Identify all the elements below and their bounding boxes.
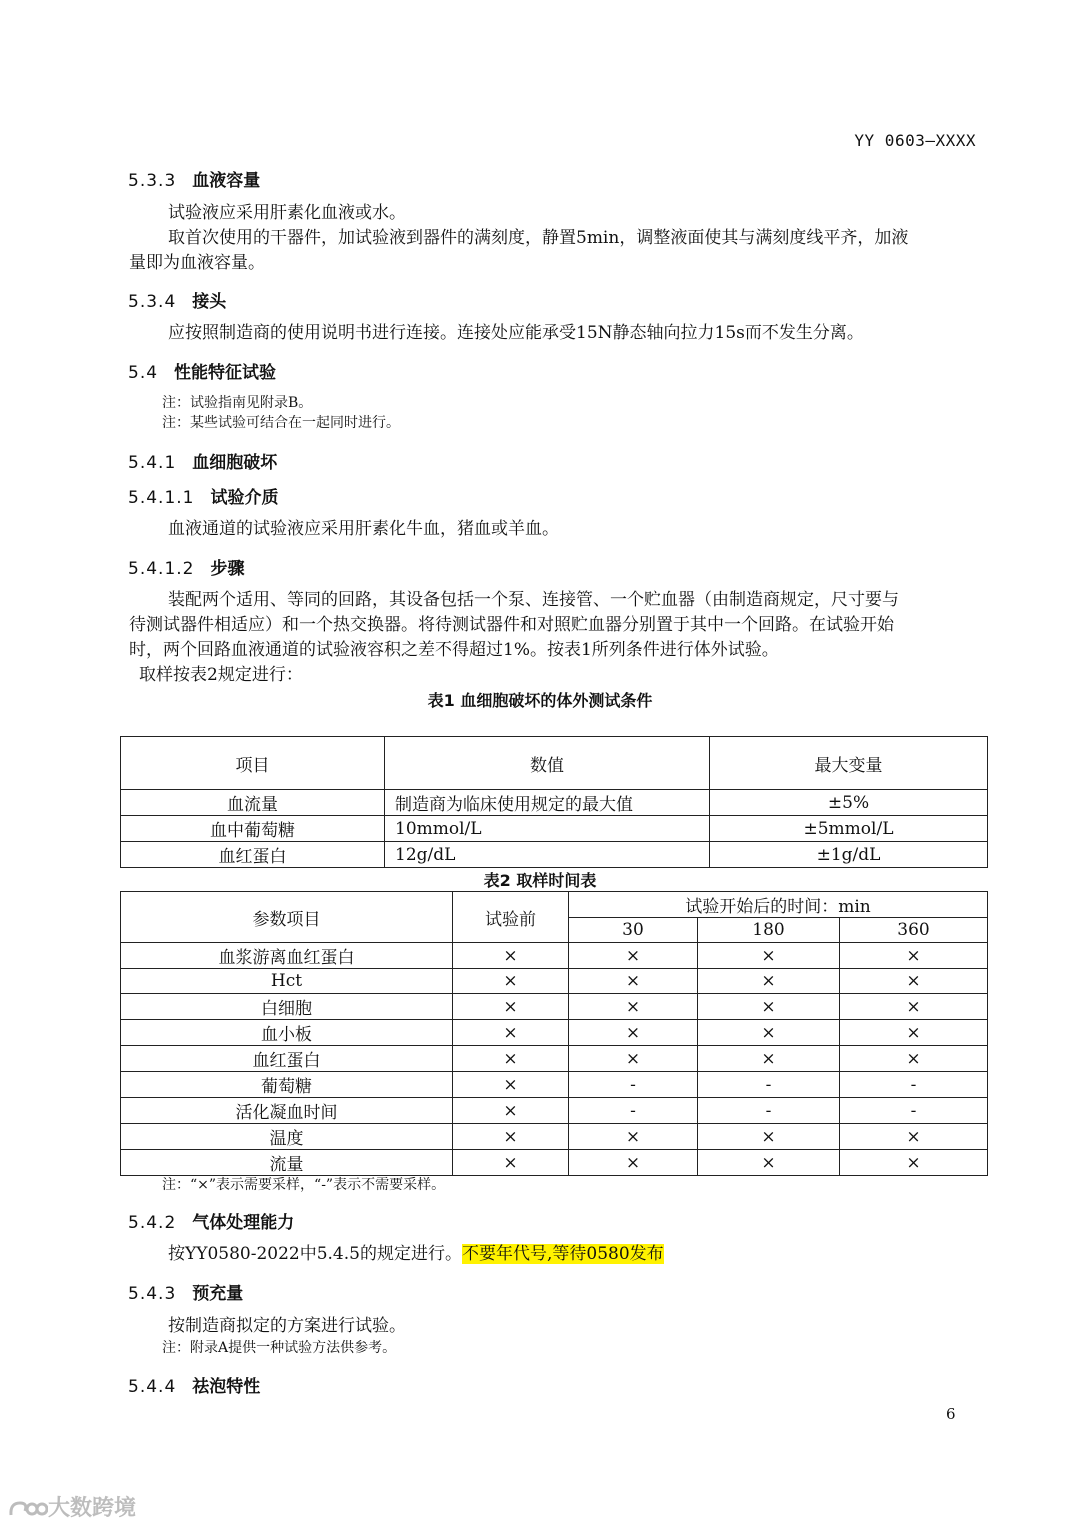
section-number: 5.3.4 bbox=[128, 292, 177, 312]
section-number: 5.4.3 bbox=[128, 1284, 177, 1304]
note: 注：试验指南见附录B。 bbox=[162, 395, 313, 411]
table-row bbox=[121, 969, 988, 994]
heading-5-4-2 bbox=[128, 1208, 294, 1233]
table-cell: × bbox=[453, 1098, 569, 1124]
section-number: 5.4.2 bbox=[128, 1213, 177, 1233]
table-header-row bbox=[121, 737, 988, 790]
table-cell: × bbox=[840, 1020, 988, 1046]
watermark bbox=[8, 1491, 136, 1522]
table-cell: × bbox=[698, 943, 840, 969]
table-header-cell: 项目 bbox=[121, 737, 385, 790]
table-cell: 血中葡萄糖 bbox=[121, 816, 385, 842]
table-cell: 活化凝血时间 bbox=[121, 1098, 453, 1124]
paragraph: 试验液应采用肝素化血液或水。 bbox=[168, 203, 406, 223]
heading-5-3-3 bbox=[128, 166, 260, 191]
section-title: 性能特征试验 bbox=[174, 363, 277, 383]
heading-5-3-4 bbox=[128, 287, 226, 312]
table-cell: 流量 bbox=[121, 1150, 453, 1176]
highlighted-comment: 不要年代号,等待0580发布 bbox=[461, 1244, 664, 1264]
table-row bbox=[121, 1124, 988, 1150]
table-row bbox=[121, 1072, 988, 1098]
table-cell: 血浆游离血红蛋白 bbox=[121, 943, 453, 969]
table-row bbox=[121, 842, 988, 868]
table-cell: × bbox=[569, 1020, 698, 1046]
table-header-cell: 参数项目 bbox=[121, 892, 453, 943]
table-cell: 10mmol/L bbox=[385, 816, 710, 842]
table-header-cell: 试验开始后的时间：min bbox=[569, 892, 988, 918]
table-header-cell: 180 bbox=[698, 918, 840, 943]
table-cell: - bbox=[840, 1098, 988, 1124]
section-number: 5.4.1 bbox=[128, 453, 177, 473]
table-row bbox=[121, 1150, 988, 1176]
section-number: 5.4.1.2 bbox=[128, 559, 195, 579]
table-cell: - bbox=[569, 1098, 698, 1124]
watermark-text: 大数跨境 bbox=[48, 1496, 137, 1521]
table1 bbox=[120, 736, 988, 868]
table-cell: - bbox=[840, 1072, 988, 1098]
table-header-cell: 360 bbox=[840, 918, 988, 943]
table-cell: × bbox=[453, 943, 569, 969]
paragraph: 按制造商拟定的方案进行试验。 bbox=[168, 1316, 406, 1336]
table-cell: × bbox=[698, 969, 840, 994]
table-cell: 白细胞 bbox=[121, 994, 453, 1020]
table-cell: ±5mmol/L bbox=[710, 816, 988, 842]
table-cell: × bbox=[698, 994, 840, 1020]
table-cell: - bbox=[569, 1072, 698, 1098]
table-cell: × bbox=[453, 994, 569, 1020]
section-number: 5.4.1.1 bbox=[128, 488, 195, 508]
table-cell: × bbox=[569, 994, 698, 1020]
section-title: 气体处理能力 bbox=[192, 1213, 295, 1233]
table-header-cell: 试验前 bbox=[453, 892, 569, 943]
table-cell: × bbox=[840, 1046, 988, 1072]
table-cell: × bbox=[698, 1046, 840, 1072]
section-title: 血细胞破坏 bbox=[192, 453, 278, 473]
table2-caption: 表2 取样时间表 bbox=[483, 871, 597, 890]
note: 注：某些试验可结合在一起同时进行。 bbox=[162, 415, 400, 431]
table-cell: 血小板 bbox=[121, 1020, 453, 1046]
heading-5-4 bbox=[128, 358, 276, 383]
heading-5-4-1-1 bbox=[128, 483, 278, 508]
table-cell: × bbox=[453, 1072, 569, 1098]
table-cell: 葡萄糖 bbox=[121, 1072, 453, 1098]
table-row bbox=[121, 1098, 988, 1124]
table-cell: × bbox=[569, 943, 698, 969]
section-title: 步骤 bbox=[210, 559, 245, 579]
table-cell: × bbox=[453, 1150, 569, 1176]
paragraph: 时，两个回路血液通道的试验液容积之差不得超过1%。按表1所列条件进行体外试验。 bbox=[129, 640, 779, 660]
table-cell: × bbox=[453, 1124, 569, 1150]
table-cell: × bbox=[840, 1124, 988, 1150]
paragraph: 量即为血液容量。 bbox=[129, 253, 265, 273]
table-cell: 血流量 bbox=[121, 790, 385, 816]
table-cell: × bbox=[840, 969, 988, 994]
table-row bbox=[121, 1046, 988, 1072]
table-cell: × bbox=[569, 1124, 698, 1150]
watermark-logo-icon bbox=[8, 1498, 48, 1520]
table-cell: × bbox=[698, 1020, 840, 1046]
heading-5-4-4 bbox=[128, 1372, 260, 1397]
table-cell: - bbox=[698, 1072, 840, 1098]
paragraph bbox=[168, 1242, 664, 1267]
document-code: YY 0603—XXXX bbox=[854, 131, 976, 150]
section-number: 5.3.3 bbox=[128, 171, 177, 191]
table2 bbox=[120, 891, 988, 1176]
table-row bbox=[121, 790, 988, 816]
heading-5-4-3 bbox=[128, 1279, 243, 1304]
paragraph: 取样按表2规定进行： bbox=[139, 665, 303, 685]
table-cell: × bbox=[840, 994, 988, 1020]
table-row bbox=[121, 816, 988, 842]
paragraph: 装配两个适用、等同的回路，其设备包括一个泵、连接管、一个贮血器（由制造商规定，尺寸要与 bbox=[168, 590, 899, 610]
paragraph: 应按照制造商的使用说明书进行连接。连接处应能承受15N静态轴向拉力15s而不发生分离。 bbox=[168, 323, 864, 343]
page-number: 6 bbox=[946, 1405, 956, 1423]
table-cell: ±5% bbox=[710, 790, 988, 816]
section-title: 接头 bbox=[192, 292, 227, 312]
table-cell: 血红蛋白 bbox=[121, 1046, 453, 1072]
section-number: 5.4 bbox=[128, 363, 159, 383]
table-cell: × bbox=[698, 1150, 840, 1176]
paragraph: 血液通道的试验液应采用肝素化牛血，猪血或羊血。 bbox=[168, 519, 559, 539]
paragraph: 待测试器件相适应）和一个热交换器。将待测试器件和对照贮血器分别置于其中一个回路。在试验开始 bbox=[129, 615, 894, 635]
table-row bbox=[121, 994, 988, 1020]
paragraph-text: 按YY0580-2022中5.4.5的规定进行。 bbox=[168, 1244, 462, 1264]
section-title: 祛泡特性 bbox=[192, 1377, 261, 1397]
table-cell: × bbox=[453, 1046, 569, 1072]
paragraph: 取首次使用的干器件，加试验液到器件的满刻度，静置5min，调整液面使其与满刻度线平齐，加液 bbox=[168, 228, 909, 248]
table-row bbox=[121, 1020, 988, 1046]
table-cell: 12g/dL bbox=[385, 842, 710, 868]
section-number: 5.4.4 bbox=[128, 1377, 177, 1397]
table-cell: × bbox=[698, 1124, 840, 1150]
table-cell: × bbox=[569, 1150, 698, 1176]
table-cell: × bbox=[453, 969, 569, 994]
heading-5-4-1 bbox=[128, 448, 277, 473]
table-cell: × bbox=[569, 1046, 698, 1072]
table-cell: - bbox=[698, 1098, 840, 1124]
table-cell: 血红蛋白 bbox=[121, 842, 385, 868]
table-header-cell: 30 bbox=[569, 918, 698, 943]
table-cell: × bbox=[840, 943, 988, 969]
table-cell: 温度 bbox=[121, 1124, 453, 1150]
section-title: 预充量 bbox=[192, 1284, 244, 1304]
table2-note: 注：“×”表示需要采样，“-”表示不需要采样。 bbox=[162, 1177, 446, 1193]
table-cell: Hct bbox=[121, 969, 453, 994]
section-title: 试验介质 bbox=[210, 488, 279, 508]
section-title: 血液容量 bbox=[192, 171, 261, 191]
table-cell: × bbox=[840, 1150, 988, 1176]
table-row bbox=[121, 943, 988, 969]
table-header-row bbox=[121, 892, 988, 918]
heading-5-4-1-2 bbox=[128, 554, 244, 579]
table-cell: × bbox=[569, 969, 698, 994]
table-cell: × bbox=[453, 1020, 569, 1046]
table-header-cell: 数值 bbox=[385, 737, 710, 790]
note: 注：附录A提供一种试验方法供参考。 bbox=[162, 1340, 397, 1356]
table-cell: ±1g/dL bbox=[710, 842, 988, 868]
table1-caption: 表1 血细胞破坏的体外测试条件 bbox=[427, 691, 653, 710]
table-cell: 制造商为临床使用规定的最大值 bbox=[385, 790, 710, 816]
table-header-cell: 最大变量 bbox=[710, 737, 988, 790]
